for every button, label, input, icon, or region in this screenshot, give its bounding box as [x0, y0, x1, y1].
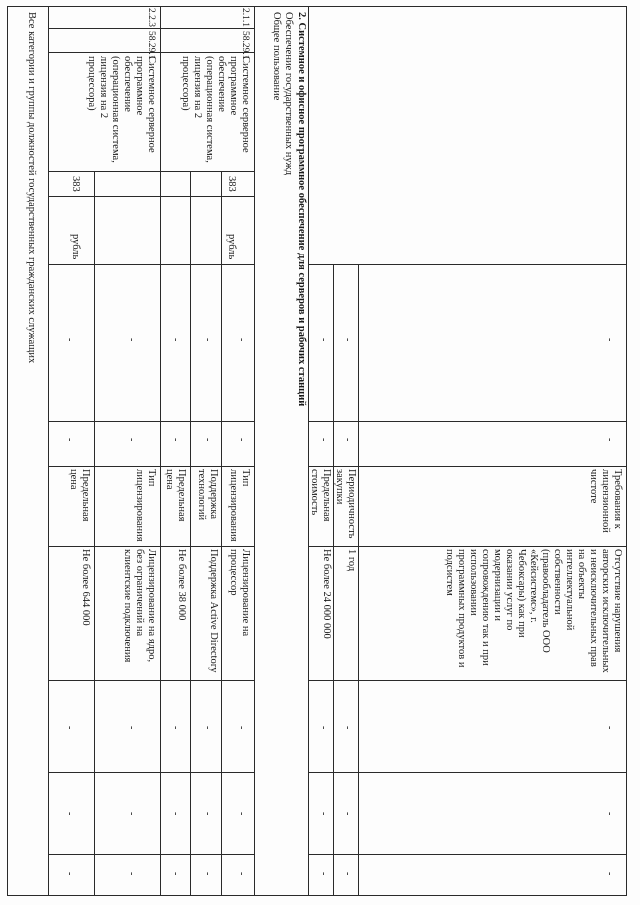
col-rule-num — [49, 28, 255, 29]
top-row-2-value: 1 год — [346, 549, 357, 572]
item2-dash-3: - — [126, 726, 137, 730]
section-footer: Все категории и группы должностей государственных гражданских служащих — [26, 12, 37, 364]
top-dash-9: - — [342, 812, 353, 816]
col-rule-end — [8, 895, 627, 896]
item1-dash-9: - — [202, 812, 213, 816]
item-2-row-1-value: Лицензирование на ядро, без ограничений на клиентские подключения — [122, 549, 157, 663]
item1-dash-6: - — [202, 338, 213, 342]
section-group: Общее пользование — [271, 12, 282, 101]
top-dash-15: - — [318, 872, 329, 876]
rule-top-sub1 — [358, 264, 359, 896]
item-1-row-2-value: Поддержка Active Directory — [208, 549, 219, 673]
rule-title-top — [308, 6, 309, 896]
col-rule-value — [309, 546, 627, 547]
col-rule-d1 — [309, 680, 627, 681]
item2-dash-5: - — [126, 872, 137, 876]
col-rule-charb — [49, 466, 255, 467]
col-rule-valueb — [49, 546, 255, 547]
col-rule-name — [49, 171, 255, 172]
item-1-row-3-value: Не более 38 000 — [176, 549, 187, 621]
item-1-name: Системное серверное программное обеспечение (операционная система, лицензия на 2 процессора) — [180, 56, 251, 163]
top-dash-3: - — [604, 726, 615, 730]
item2-dash-9: - — [64, 812, 75, 816]
top-dash-1: - — [604, 338, 615, 342]
item1-dash-15: - — [170, 872, 181, 876]
top-dash-13: - — [318, 726, 329, 730]
top-dash-8: - — [342, 726, 353, 730]
col-rule-d2 — [309, 772, 627, 773]
top-row-2-characteristic: Периодичность закупки — [334, 469, 357, 539]
item1-dash-5: - — [236, 872, 247, 876]
section-subsection: Обеспечение государственных нужд — [283, 12, 294, 176]
rotated-table — [7, 6, 627, 896]
item1-dash-1: - — [236, 338, 247, 342]
col-rule-b2 — [309, 421, 627, 422]
top-row-1-value: Отсутствие нарушения авторских исключительных и неисключительных прав на объекты интеллектуальной собственности (правообладатель ООО «Кейсистемс», г. Чебоксары) как при оказании услуг по модернизации и сопровождению так и при использовании программных продуктов и подсистем — [444, 549, 623, 673]
item-2-unit: рубль — [70, 234, 81, 260]
item2-dash-4: - — [126, 812, 137, 816]
rule-item1-sub1 — [221, 171, 222, 896]
item-1-row-3-char: Предельная цена — [164, 469, 187, 522]
item1-dash-8: - — [202, 726, 213, 730]
top-dash-2: - — [604, 438, 615, 442]
col-rule-0 — [8, 6, 627, 7]
item-1-num: 2.1.1 — [240, 8, 250, 27]
col-rule-d3b — [49, 854, 255, 855]
rule-bottom — [7, 6, 8, 896]
item-2-name: Системное серверное программное обеспечение (операционная система, лицензия на 2 процессора) — [86, 56, 157, 163]
top-dash-5: - — [604, 872, 615, 876]
top-dash-4: - — [604, 812, 615, 816]
top-row-3-characteristic: Предельная стоимость — [309, 469, 332, 522]
item-2-row-2-value: Не более 644 000 — [80, 549, 91, 626]
rule-item1-top — [254, 6, 255, 896]
item1-dash-4: - — [236, 812, 247, 816]
rule-footer-top — [48, 6, 49, 896]
top-dash-14: - — [318, 812, 329, 816]
item1-dash-11: - — [170, 338, 181, 342]
top-dash-6: - — [342, 338, 353, 342]
top-dash-12: - — [318, 438, 329, 442]
item1-dash-3: - — [236, 726, 247, 730]
item-1-unit: рубль — [226, 234, 237, 260]
item-1-okpd: 58.29.1 — [240, 31, 250, 60]
item-2-okpd: 58.29.1 — [146, 31, 156, 60]
rule-top — [626, 6, 627, 896]
item1-dash-12: - — [170, 438, 181, 442]
item2-dash-6: - — [64, 338, 75, 342]
col-rule-char — [309, 466, 627, 467]
item-2-row-1-char: Тип лицензирования — [134, 469, 157, 542]
top-row-3-value: Не более 24 000 000 — [321, 549, 332, 639]
item2-dash-10: - — [64, 872, 75, 876]
col-rule-d3 — [309, 854, 627, 855]
item-2-code: 383 — [70, 176, 81, 192]
col-rule-b1b — [49, 264, 255, 265]
item-1-code: 383 — [226, 176, 237, 192]
item2-dash-7: - — [64, 438, 75, 442]
col-rule-b1 — [309, 264, 627, 265]
rule-top-sub2 — [333, 264, 334, 896]
col-rule-unit — [49, 196, 255, 197]
item-1-row-1-char: Тип лицензирования — [228, 469, 251, 542]
top-dash-10: - — [342, 872, 353, 876]
item-1-row-2-char: Поддержка технологий — [196, 469, 219, 521]
rule-item1-sub2 — [190, 171, 191, 896]
item-2-row-2-char: Предельная цена — [68, 469, 91, 522]
item-1-row-1-value: Лицензирование на процессор — [228, 549, 251, 637]
col-rule-d1b — [49, 680, 255, 681]
item1-dash-2: - — [236, 438, 247, 442]
top-dash-7: - — [342, 438, 353, 442]
top-row-1-characteristic: Требования к лицензионной чистоте — [588, 469, 623, 533]
item1-dash-7: - — [202, 438, 213, 442]
item2-dash-2: - — [126, 438, 137, 442]
item1-dash-10: - — [202, 872, 213, 876]
rule-item2-top — [160, 6, 161, 896]
col-rule-d2b — [49, 772, 255, 773]
item1-dash-14: - — [170, 812, 181, 816]
section-title: 2. Системное и офисное программное обеспечение для серверов и рабочих станций — [296, 12, 307, 407]
col-rule-b2b — [49, 421, 255, 422]
item2-dash-8: - — [64, 726, 75, 730]
top-dash-11: - — [318, 338, 329, 342]
rule-item2-sub1 — [94, 171, 95, 896]
item2-dash-1: - — [126, 338, 137, 342]
item1-dash-13: - — [170, 726, 181, 730]
item-2-num: 2.2.3 — [146, 8, 156, 27]
